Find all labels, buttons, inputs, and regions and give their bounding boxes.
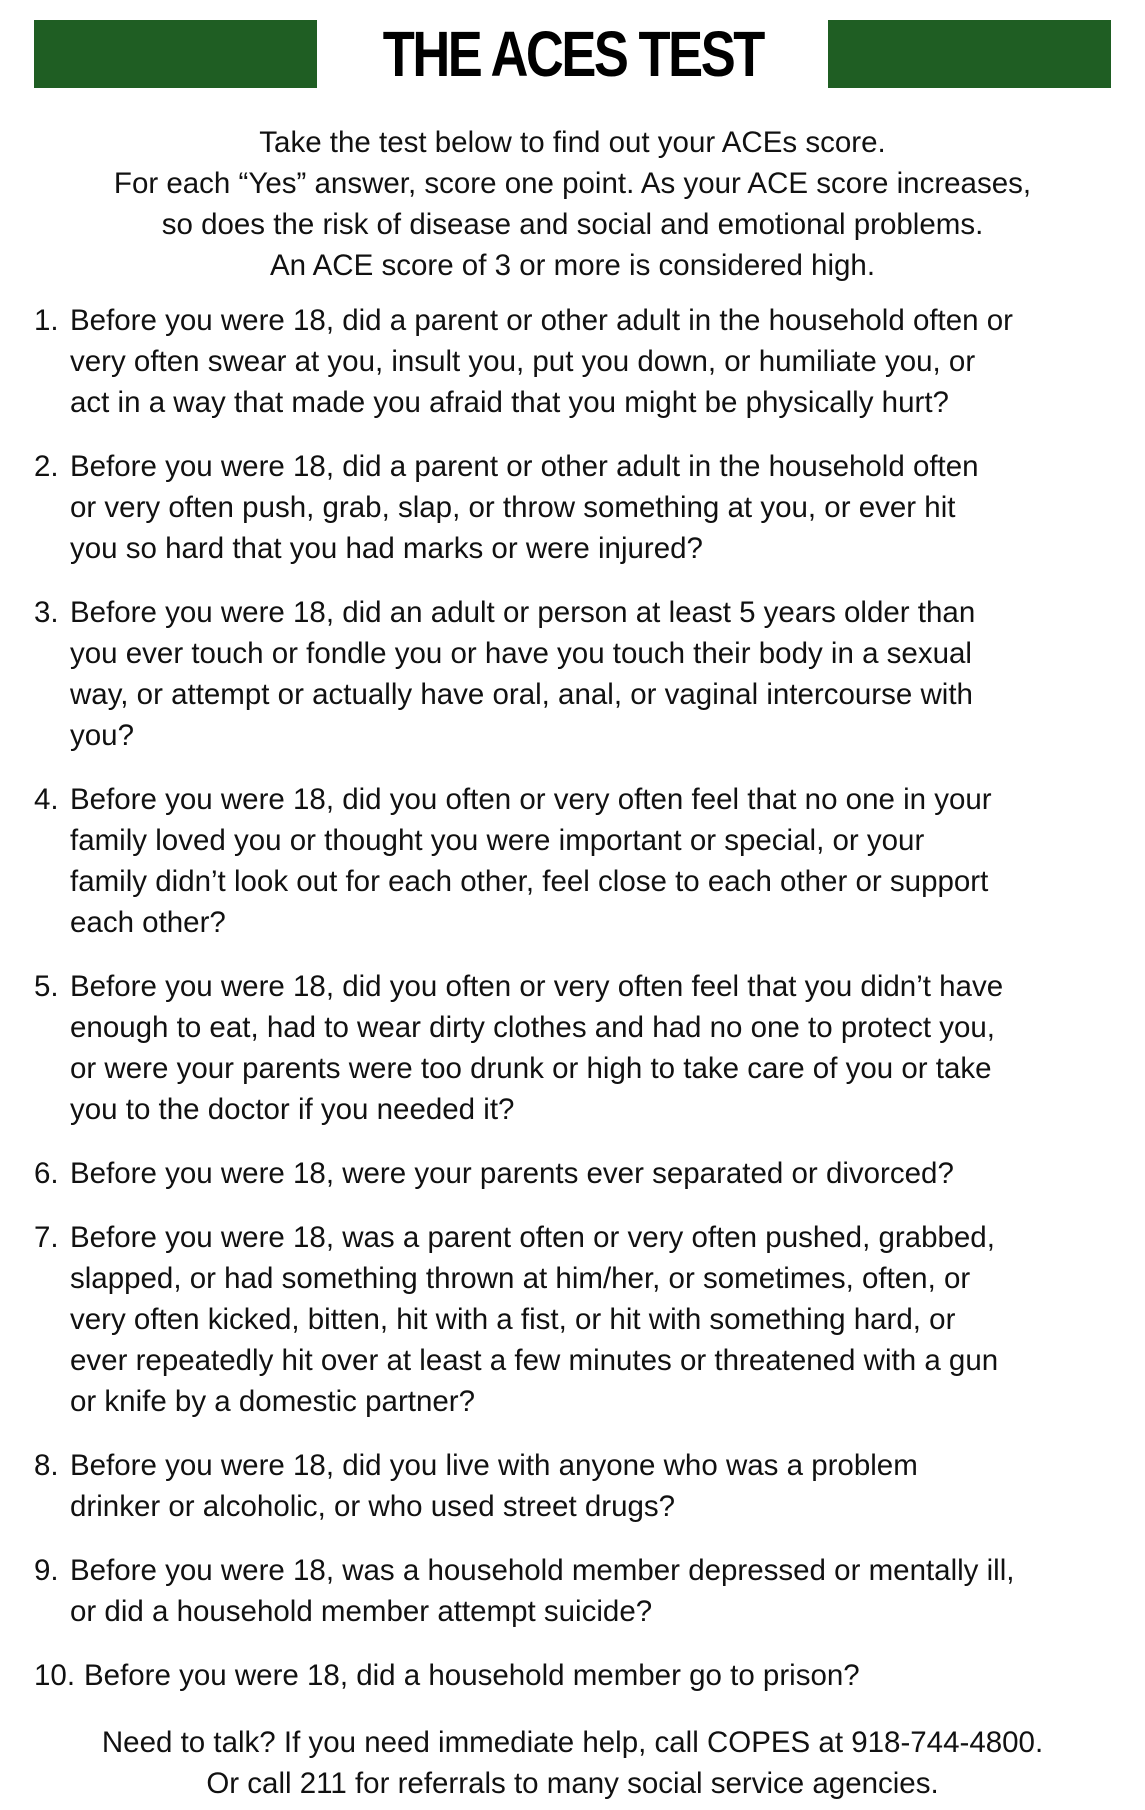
question-item — [34, 1550, 1124, 1632]
question-line: way, or attempt or actually have oral, anal, or vaginal intercourse with — [70, 678, 973, 711]
question-item — [34, 300, 1124, 423]
question-line: Before you were 18, did a parent or other adult in the household often — [70, 450, 979, 483]
header-bar-left — [34, 20, 317, 88]
question-line: Before you were 18, did you often or very often feel that you didn’t have — [70, 970, 1004, 1003]
intro-line: For each “Yes” answer, score one point. As your ACE score increases, — [113, 167, 1032, 200]
question-item — [34, 1153, 1124, 1194]
intro-line: An ACE score of 3 or more is considered high. — [269, 249, 876, 282]
question-line: family didn’t look out for each other, feel close to each other or support — [70, 865, 989, 898]
question-number: 2. — [34, 450, 59, 483]
footer-line: Or call 211 for referrals to many social service agencies. — [206, 1767, 939, 1800]
question-item — [34, 592, 1124, 756]
question-number: 3. — [34, 596, 59, 629]
question-line: or knife by a domestic partner? — [70, 1385, 476, 1418]
question-item — [34, 779, 1124, 943]
intro-line: so does the risk of disease and social and emotional problems. — [161, 208, 984, 241]
question-number: 10. — [34, 1659, 76, 1692]
question-line: Before you were 18, were your parents ever separated or divorced? — [70, 1157, 954, 1190]
question-line: slapped, or had something thrown at him/her, or sometimes, often, or — [70, 1262, 971, 1295]
footer-line: Need to talk? If you need immediate help, call COPES at 918-744-4800. — [101, 1726, 1044, 1759]
question-item — [34, 1655, 1124, 1696]
question-line: act in a way that made you afraid that you might be physically hurt? — [70, 386, 949, 419]
question-line: each other? — [70, 906, 226, 939]
question-line: you? — [70, 719, 134, 752]
question-line: enough to eat, had to wear dirty clothes and had no one to protect you, — [70, 1011, 995, 1044]
question-line: Before you were 18, did a parent or other adult in the household often or — [70, 304, 1013, 337]
question-line: Before you were 18, was a household member depressed or mentally ill, — [70, 1554, 1015, 1587]
question-item — [34, 446, 1124, 569]
question-line: you ever touch or fondle you or have you touch their body in a sexual — [70, 637, 972, 670]
header-bar-right — [828, 20, 1111, 88]
header — [34, 20, 1111, 88]
question-line: ever repeatedly hit over at least a few minutes or threatened with a gun — [70, 1344, 999, 1377]
question-line: or did a household member attempt suicide? — [70, 1595, 653, 1628]
question-item — [34, 966, 1124, 1130]
question-line: drinker or alcoholic, or who used street drugs? — [70, 1490, 676, 1523]
question-line: Before you were 18, did a household member go to prison? — [84, 1659, 860, 1692]
question-line: very often kicked, bitten, hit with a fist, or hit with something hard, or — [70, 1303, 956, 1336]
intro-text — [34, 122, 1111, 286]
question-line: Before you were 18, was a parent often or very often pushed, grabbed, — [70, 1221, 995, 1254]
intro-line: Take the test below to find out your ACEs score. — [259, 126, 886, 159]
question-number: 7. — [34, 1221, 59, 1254]
question-item — [34, 1445, 1124, 1527]
question-number: 6. — [34, 1157, 59, 1190]
help-footer — [34, 1722, 1111, 1804]
question-number: 4. — [34, 783, 59, 816]
question-line: or were your parents were too drunk or high to take care of you or take — [70, 1052, 992, 1085]
question-line: or very often push, grab, slap, or throw something at you, or ever hit — [70, 491, 956, 524]
question-number: 9. — [34, 1554, 59, 1587]
question-item — [34, 1217, 1124, 1422]
question-line: family loved you or thought you were important or special, or your — [70, 824, 925, 857]
question-list — [34, 300, 1124, 1719]
page-title: THE ACES TEST — [382, 18, 763, 90]
question-number: 8. — [34, 1449, 59, 1482]
question-line: very often swear at you, insult you, put you down, or humiliate you, or — [70, 345, 976, 378]
question-number: 5. — [34, 970, 59, 1003]
question-line: you so hard that you had marks or were injured? — [70, 532, 703, 565]
question-line: Before you were 18, did you live with anyone who was a problem — [70, 1449, 918, 1482]
question-number: 1. — [34, 304, 59, 337]
question-line: Before you were 18, did an adult or person at least 5 years older than — [70, 596, 976, 629]
question-line: you to the doctor if you needed it? — [70, 1093, 515, 1126]
question-line: Before you were 18, did you often or very often feel that no one in your — [70, 783, 992, 816]
